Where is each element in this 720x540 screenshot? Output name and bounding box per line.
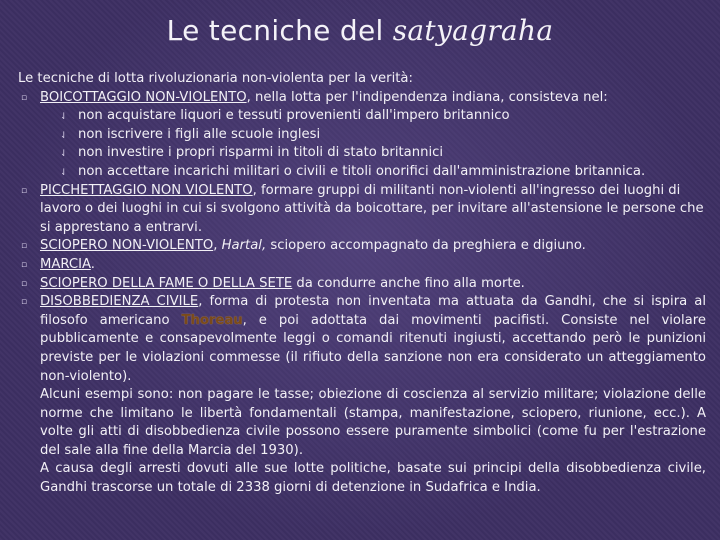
slide-body (18, 70, 706, 498)
disobbedienza-para3: A causa degli arresti dovuti alle sue lotte politiche, basate sui principi della disobbedienza civile, Gandhi trascorse un totale di 2338 giorni di detenzione in Sudafrica e India. (40, 461, 706, 496)
sub-item (18, 163, 706, 182)
disobbedienza-para2: Alcuni esempi sono: non pagare le tasse; obiezione di coscienza al servizio militare; violazione delle norme che limitano le libertà fondamentali (stampa, manifestazione, sciopero, riunione, ecc.). A volte gli atti di disobbedienza civile possono essere puramente simbolici (come fu per l'estrazione del sale alla fine della Marcia del 1930). (40, 387, 706, 458)
disobbedienza-text2: , e poi adottata dai movimenti pacifisti. Consiste nel violare pubblicamente e consapevolmente leggi o comandi ritenuti ingiusti, accettando però le punizioni previste per le violazioni commesse (il rifiuto della sanzione non era considerato un atteggiamento non-violento). (40, 312, 706, 384)
sub-item (18, 126, 706, 145)
picchettaggio-label: PICCHETTAGGIO NON VIOLENTO (40, 182, 253, 198)
disobbedienza-label: DISOBBEDIENZA CIVILE (40, 294, 199, 310)
bullet-boicottaggio (18, 89, 706, 108)
sub-item (18, 107, 706, 126)
square-bullet-icon: ▫ (21, 92, 28, 103)
marcia-text: . (90, 256, 95, 272)
fame-text: da condurre anche fino alla morte. (292, 275, 525, 291)
thoreau-highlight: Thoreau (181, 312, 243, 328)
bullet-disobbedienza (18, 293, 706, 498)
square-bullet-icon: ▫ (21, 185, 28, 196)
picchettaggio-text: , formare gruppi di militanti non-violenti all'ingresso dei luoghi di lavoro o dei luoghi in cui si svolgono attività da boicottare, per invitare all'astensione le persone che si apprestano a entrarvi. (40, 182, 704, 235)
bullet-picchettaggio (18, 182, 706, 238)
arrow-bullet-icon: ⇃ (60, 167, 68, 178)
sub-item (18, 144, 706, 163)
sub-item-text: non acquistare liquori e tessuti provenienti dall'impero britannico (78, 108, 510, 124)
boicottaggio-label: BOICOTTAGGIO NON-VIOLENTO (40, 89, 247, 105)
disobbedienza-text1: , forma di protesta non inventata ma attuata da Gandhi, che si ispira al filosofo americano (40, 294, 706, 328)
bullet-fame (18, 275, 706, 294)
arrow-bullet-icon: ⇃ (60, 112, 68, 123)
square-bullet-icon: ▫ (21, 278, 28, 289)
slide-title (0, 14, 720, 47)
sciopero-label: SCIOPERO NON-VIOLENTO (40, 238, 214, 254)
bullet-marcia (18, 256, 706, 275)
title-main: Le tecniche del (166, 14, 384, 47)
square-bullet-icon: ▫ (21, 297, 28, 308)
boicottaggio-text: , nella lotta per l'indipendenza indiana, consisteva nel: (246, 89, 608, 105)
intro-text: Le tecniche di lotta rivoluzionaria non-violenta per la verità: (18, 71, 413, 86)
sciopero-sep: , (213, 238, 222, 254)
title-italic: satyagraha (392, 14, 554, 47)
arrow-bullet-icon: ⇃ (60, 149, 68, 160)
sciopero-italic: Hartal, (221, 238, 267, 254)
fame-label: SCIOPERO DELLA FAME O DELLA SETE (40, 275, 293, 291)
bullet-sciopero (18, 237, 706, 256)
square-bullet-icon: ▫ (21, 259, 28, 270)
square-bullet-icon: ▫ (21, 241, 28, 252)
marcia-label: MARCIA (40, 256, 91, 272)
sciopero-text: sciopero accompagnato da preghiera e digiuno. (266, 238, 586, 254)
sub-item-text: non iscrivere i figli alle scuole inglesi (78, 126, 321, 142)
sub-item-text: non investire i propri risparmi in titoli di stato britannici (78, 145, 444, 161)
arrow-bullet-icon: ⇃ (60, 130, 68, 141)
disobbedienza-para1 (40, 293, 706, 386)
sub-item-text: non accettare incarichi militari o civili e titoli onorifici dall'amministrazione britannica. (78, 163, 646, 179)
